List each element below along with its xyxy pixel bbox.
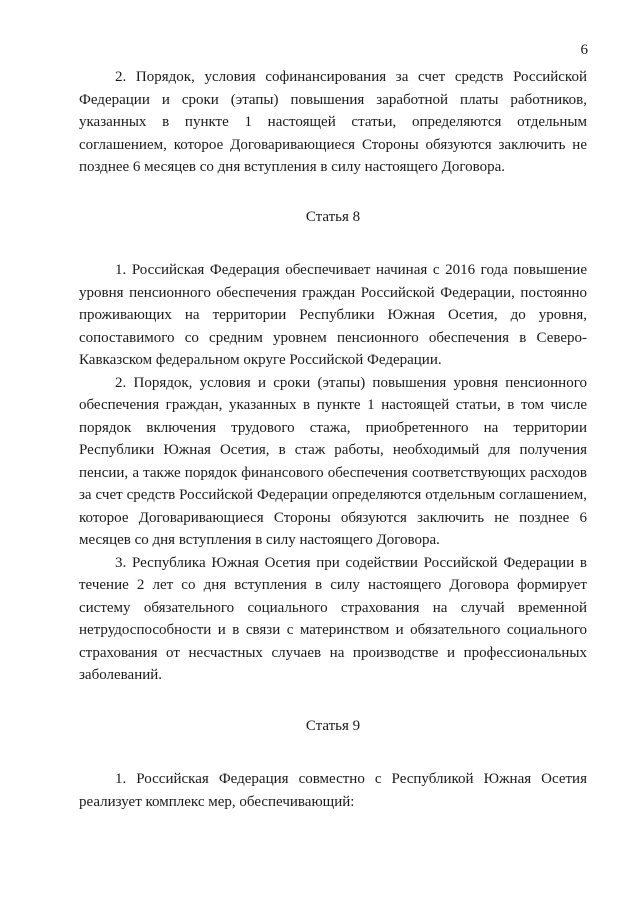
article-7-paragraph-2: 2. Порядок, условия софинансирования за счет средств Российской Федерации и сроки (этапы) повышения заработной платы работников, указанных в пункте 1 настоящей статьи, определяются отдельным соглашением, которое Договаривающиеся Стороны обязуются заключить не позднее 6 месяцев со дня вступления в силу настоящего Договора. [79, 69, 587, 175]
spacer [79, 687, 587, 715]
page-number: 6 [580, 42, 588, 58]
spacer [79, 737, 587, 768]
article-8-paragraph-1: 1. Российская Федерация обеспечивает начиная с 2016 года повышение уровня пенсионного обеспечения граждан Российской Федерации, постоянно проживающих на территории Республики Южная Осетия, до уровня, сопоставимого со средним уровнем пенсионного обеспечения в Северо-Кавказском федеральном округе Российской Федерации. [79, 262, 587, 368]
article-8-paragraph-2: 2. Порядок, условия и сроки (этапы) повышения уровня пенсионного обеспечения граждан, указанных в пункте 1 настоящей статьи, в том числе порядок включения трудового стажа, приобретенного на территории Республики Южная Осетия, в стаж работы, необходимый для получения пенсии, а также порядок финансового обеспечения соответствующих расходов за счет средств Российской Федерации определяются отдельным соглашением, которое Договаривающиеся Стороны обязуются заключить не позднее 6 месяцев со дня вступления в силу настоящего Договора. [79, 374, 587, 548]
article-8-paragraph-3: 3. Республика Южная Осетия при содействии Российской Федерации в течение 2 лет со дня вступления в силу настоящего Договора формирует систему обязательного социального страхования на случай временной нетрудоспособности и в связи с материнством и обязательного социального страхования от несчастных случаев на производстве и профессиональных заболеваний. [79, 554, 587, 683]
spacer [79, 228, 587, 259]
document-body [79, 66, 587, 813]
spacer [79, 179, 587, 206]
article-9-heading: Статья 9 [305, 717, 361, 734]
article-9-paragraph-1: 1. Российская Федерация совместно с Республикой Южная Осетия реализует комплекс мер, обеспечивающий: [79, 771, 587, 810]
article-8-heading: Статья 8 [305, 208, 361, 225]
